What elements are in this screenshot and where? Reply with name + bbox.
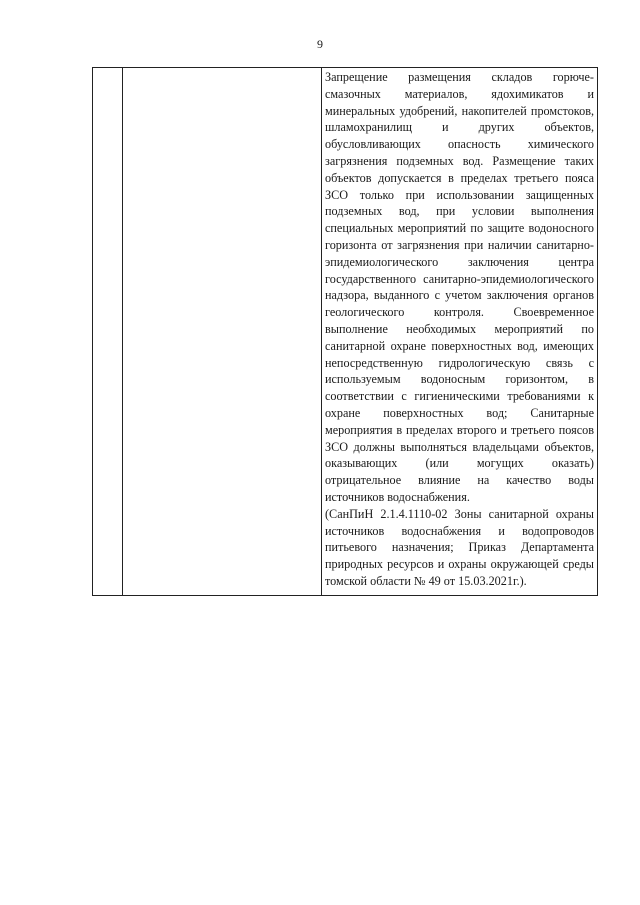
page-number: 9 xyxy=(317,37,323,51)
document-table xyxy=(92,67,598,596)
table-cell-requirements xyxy=(322,68,598,596)
table-cell-name xyxy=(123,68,322,596)
requirements-reference-paragraph: (СанПиН 2.1.4.1110-02 Зоны санитарной охраны источников водоснабжения и водопроводов питьевого назначения; Приказ Департамента природных ресурсов и охраны окружающей среды томской области № 49 от 15.03.2021г.). xyxy=(325,506,594,588)
requirements-text-block xyxy=(322,68,597,595)
requirements-main-paragraph: Запрещение размещения складов горюче-смазочных материалов, ядохимикатов и минеральных удобрений, накопителей промстоков, шламохранилищ и других объектов, обусловливающих опасность химического загрязнения подземных вод. Размещение таких объектов допускается в пределах третьего пояса ЗСО только при использовании защищенных подземных вод, при условии выполнения специальных мероприятий по защите водоносного горизонта от загрязнения при наличии санитарно- эпидемиологического заключения центра государственного санитарно-эпидемиологического надзора, выданного с учетом заключения органов геологического контроля. Своевременное выполнение необходимых мероприятий по санитарной охране поверхностных вод, имеющих непосредственную гидрологическую связь с используемым водоносным горизонтом, в соответствии с гигиеническими требованиями к охране поверхностных вод; Санитарные мероприятия в пределах второго и третьего поясов ЗСО должны выполняться владельцами объектов, оказывающих (или могущих оказать) отрицательное влияние на качество воды источников водоснабжения. xyxy=(325,70,594,504)
table-cell-number xyxy=(93,68,123,596)
table-row xyxy=(93,68,598,596)
